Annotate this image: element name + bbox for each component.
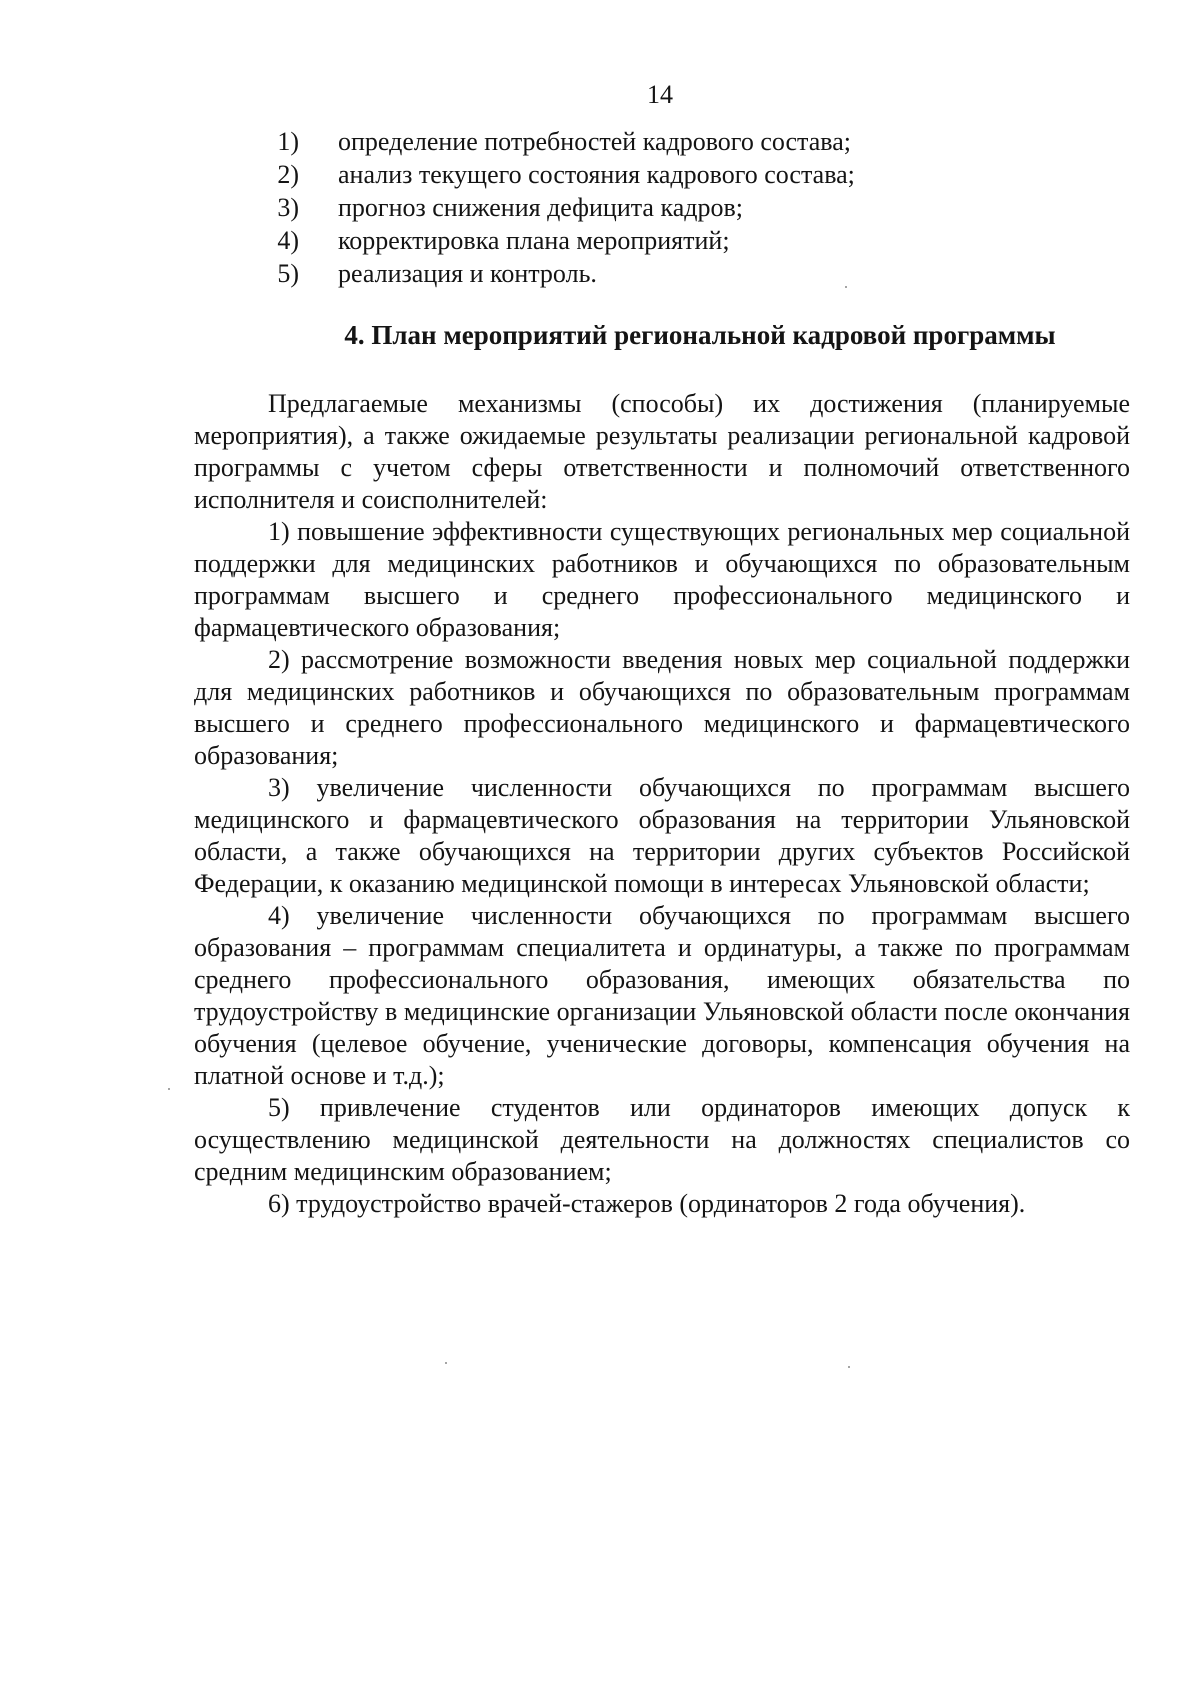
list-item-text: реализация и контроль. [338, 259, 597, 288]
scan-speck [848, 1366, 850, 1368]
list-item [0, 257, 1200, 290]
measure-item: 3) увеличение численности обучающихся по программам высшего медицинского и фармацевтического образования на территории Ульяновской области, а также обучающихся на территории других субъектов Российской Федерации, к оказанию медицинской помощи в интересах Ульяновской области; [194, 773, 1130, 898]
list-item [0, 224, 1200, 257]
list-item-text: определение потребностей кадрового состава; [338, 127, 851, 156]
stages-list [0, 125, 1200, 290]
section-heading: 4. План мероприятий региональной кадровой программы [344, 320, 1056, 350]
list-item-text: прогноз снижения дефицита кадров; [338, 193, 743, 222]
list-item-number: 4) [277, 226, 299, 255]
list-item [0, 191, 1200, 224]
scan-speck [845, 286, 847, 288]
measure-item: 2) рассмотрение возможности введения новых мер социальной поддержки для медицинских работников и обучающихся по образовательным программам высшего и среднего профессионального медицинского и фармацевтического образования; [194, 645, 1130, 770]
measure-item: 4) увеличение численности обучающихся по программам высшего образования – программам специалитета и ординатуры, а также по программам среднего профессионального образования, имеющих обязательства по трудоустройству в медицинские организации Ульяновской области после окончания обучения (целевое обучение, ученические договоры, компенсация обучения на платной основе и т.д.); [194, 901, 1130, 1090]
scan-speck [168, 1088, 170, 1090]
intro-paragraph: Предлагаемые механизмы (способы) их достижения (планируемые мероприятия), а также ожидаемые результаты реализации региональной кадровой программы с учетом сферы ответственности и полномочий ответственного исполнителя и соисполнителей: [194, 389, 1130, 514]
measure-item: 1) повышение эффективности существующих региональных мер социальной поддержки для медицинских работников и обучающихся по образовательным программам высшего и среднего профессионального медицинского и фармацевтического образования; [194, 517, 1130, 642]
list-item-number: 3) [277, 193, 299, 222]
section-body [194, 388, 1130, 1220]
measure-item: 6) трудоустройство врачей-стажеров (ординаторов 2 года обучения). [268, 1189, 1026, 1218]
list-item-text: анализ текущего состояния кадрового состава; [338, 160, 855, 189]
page-number: 14 [647, 80, 673, 109]
list-item-number: 2) [277, 160, 299, 189]
list-item [0, 125, 1200, 158]
scan-speck [445, 1362, 447, 1364]
list-item-text: корректировка плана мероприятий; [338, 226, 730, 255]
list-item-number: 5) [277, 259, 299, 288]
list-item [0, 158, 1200, 191]
measure-item: 5) привлечение студентов или ординаторов имеющих допуск к осуществлению медицинской деятельности на должностях специалистов со средним медицинским образованием; [194, 1093, 1130, 1186]
list-item-number: 1) [277, 127, 299, 156]
